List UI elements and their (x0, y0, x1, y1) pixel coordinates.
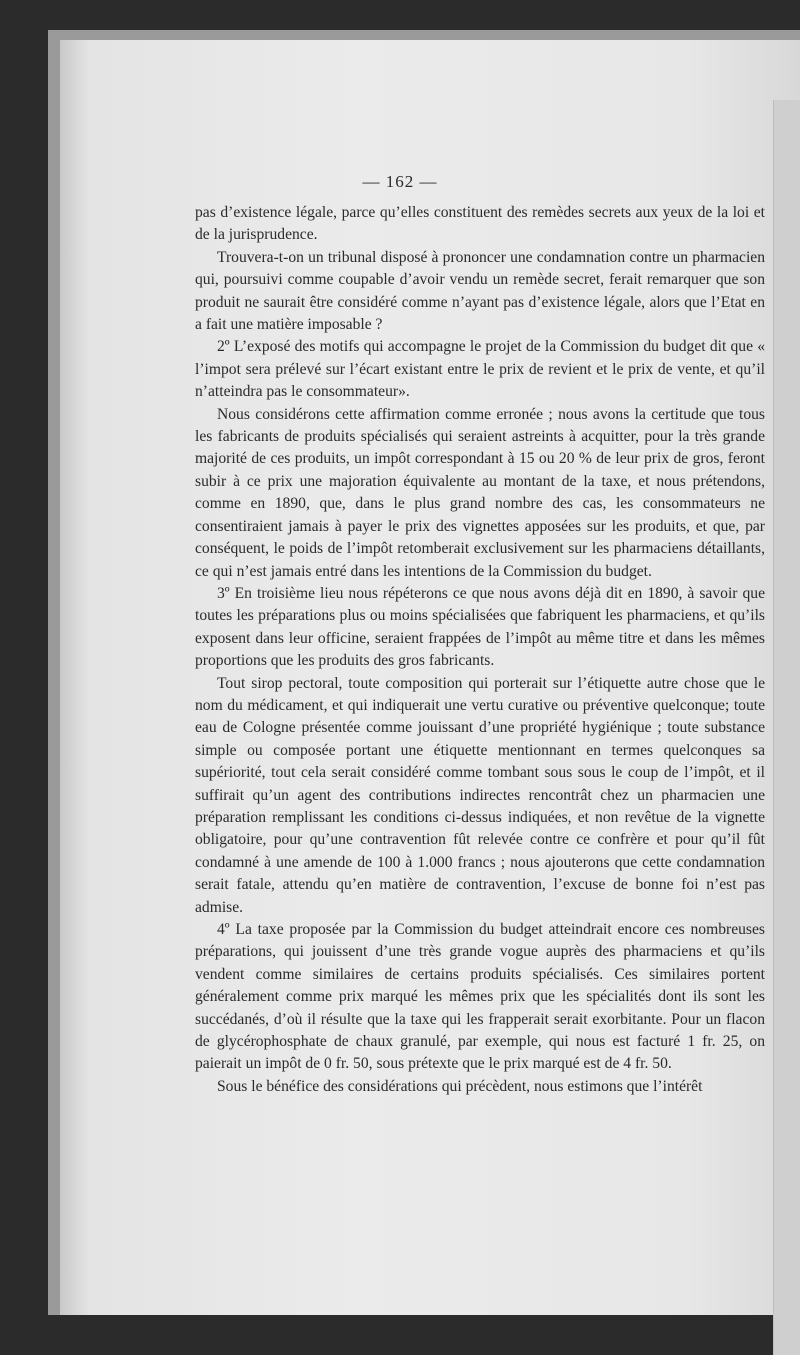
paragraph: 2º L’exposé des motifs qui accompagne le projet de la Commission du budget dit que « l’impot sera prélevé sur l’écart existant entre le prix de revient et le prix de vente, et qu’il n’atteindra pas le consommateur». (195, 338, 765, 401)
body-text (195, 202, 765, 1098)
paragraph: 4º La taxe proposée par la Commission du budget atteindrait encore ces nombreuses préparations, qui jouissent d’une très grande vogue auprès des pharmaciens et qu’ils vendent comme similaires de certains produits spécialisés. Ces similaires portent généralement comme prix marqué les mêmes prix que les spécialités dont ils sont les succédanés, d’où il résulte que la taxe qui les frapperait serait exorbitante. Pour un flacon de glycérophosphate de chaux granulé, par exemple, qui nous est facturé 1 fr. 25, on paierait un impôt de 0 fr. 50, sous prétexte que le prix marqué est de 4 fr. 50. (195, 921, 765, 1073)
next-page-edge (773, 100, 800, 1355)
paragraph: Nous considérons cette affirmation comme erronée ; nous avons la certitude que tous les fabricants de produits spécialisés qui seraient astreints à acquitter, pour la très grande majorité de ces produits, un impôt correspondant à 15 ou 20 % de leur prix de gros, feront subir à ce prix une majoration équivalente au montant de la taxe, et nous prétendons, comme en 1890, que, dans le plus grand nombre des cas, les consommateurs ne consentiraient jamais à payer le prix des vignettes apposées sur les produits, et que, par conséquent, le poids de l’impôt retomberait exclusivement sur les pharmaciens détaillants, ce qui n’est jamais entré dans les intentions de la Commission du budget. (195, 405, 765, 580)
paragraph: Trouvera-t-on un tribunal disposé à prononcer une condamnation contre un pharmacien qui, poursuivi comme coupable d’avoir vendu un remède secret, ferait remarquer que son produit ne saurait être considéré comme n’ayant pas d’existence légale, alors que l’Etat en a fait une matière imposable ? (195, 248, 765, 334)
paragraph: Tout sirop pectoral, toute composition qui porterait sur l’étiquette autre chose que le nom du médicament, et qui indiquerait une vertu curative ou préventive quelconque; toute eau de Cologne présentée comme jouissant d’une propriété hygiénique ; toute substance simple ou composée portant une étiquette mentionnant en termes quelconques sa supériorité, tout cela serait considéré comme tombant sous sous le coup de l’impôt, et il suffirait qu’un agent des contributions indirectes rencontrât chez un pharmacien une préparation remplissant les conditions ci-dessus indiquées, et non revêtue de la vignette obligatoire, pour qu’une contravention fût relevée contre ce confrère et pour qu’il fût condamné à une amende de 100 à 1.000 francs ; nous ajouterons que cette condamnation serait fatale, attendu qu’en matière de contravention, l’excuse de bonne foi n’est pas admise. (195, 674, 765, 916)
paragraph: 3º En troisième lieu nous répéterons ce que nous avons déjà dit en 1890, à savoir que toutes les préparations plus ou moins spécialisées que fabriquent les pharmaciens, et qu’ils exposent dans leur officine, seraient frappées de l’impôt au même titre et dans les mêmes proportions que les produits des gros fabricants. (195, 584, 765, 670)
paragraph: Sous le bénéfice des considérations qui précèdent, nous estimons que l’intérêt (217, 1077, 703, 1095)
paragraph: pas d’existence légale, parce qu’elles constituent des remèdes secrets aux yeux de la loi et de la jurisprudence. (195, 204, 765, 244)
page-number: — 162 — (362, 172, 438, 191)
